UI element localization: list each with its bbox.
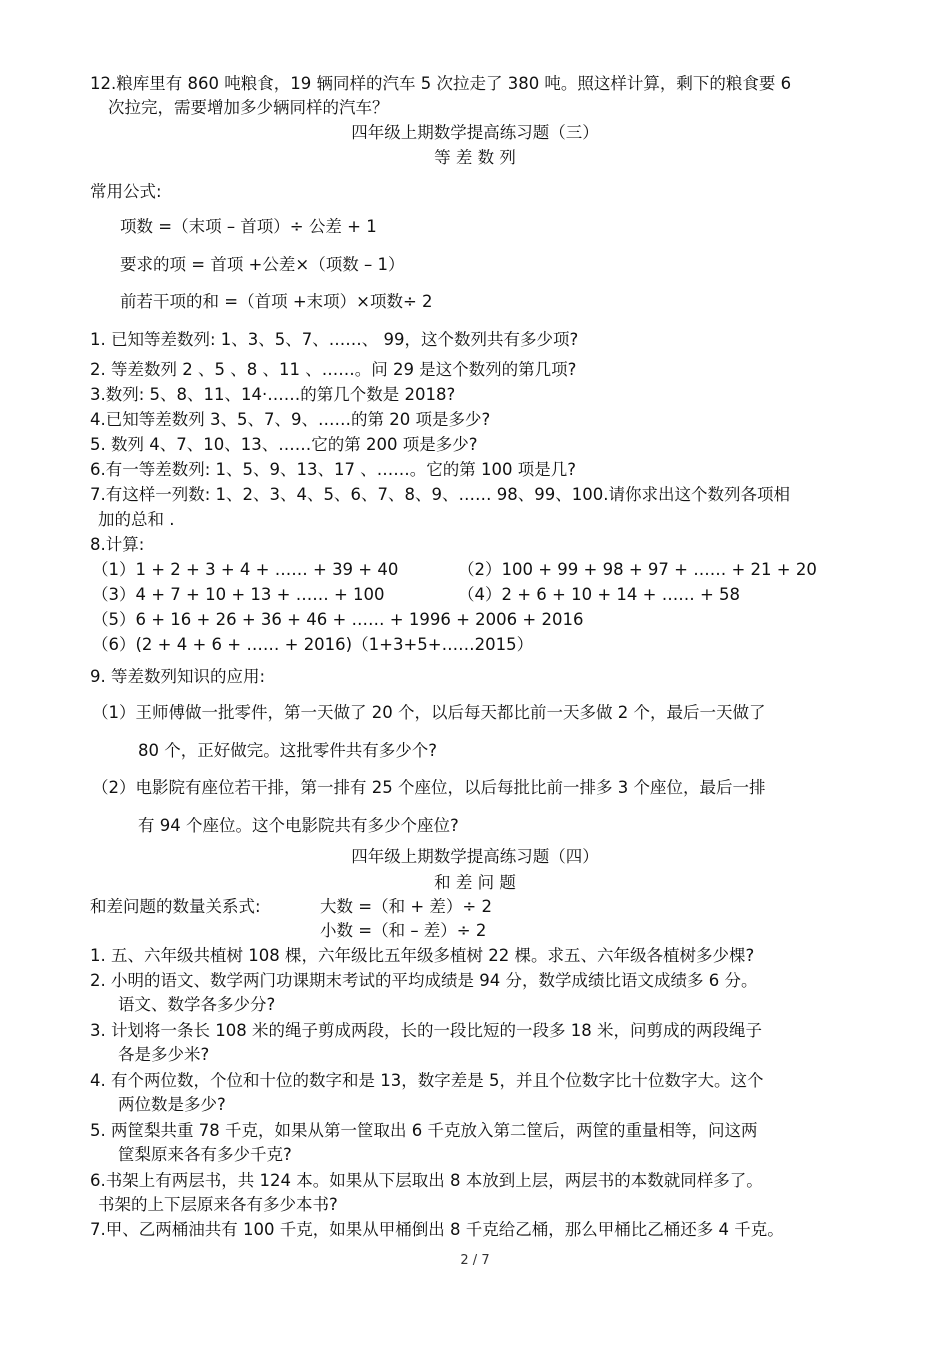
application-2-line2: 有 94 个座位。这个电影院共有多少个座位? xyxy=(138,816,459,835)
s4-question-3-line1: 3. 计划将一条长 108 米的绳子剪成两段，长的一段比短的一段多 18 米，问剪成的两段绳子 xyxy=(90,1021,762,1040)
application-1-line2: 80 个，正好做完。这批零件共有多少个? xyxy=(138,741,437,760)
s3-question-9-label: 9. 等差数列知识的应用: xyxy=(90,667,266,686)
calc-item-3: （3）4 + 7 + 10 + 13 + …… + 100 xyxy=(92,585,385,604)
s4-question-2-line1: 2. 小明的语文、数学两门功课期末考试的平均成绩是 94 分，数学成绩比语文成绩多 6 分。 xyxy=(90,971,758,990)
formula-1: 项数 =（末项 – 首项）÷ 公差 + 1 xyxy=(120,217,377,236)
formula-3: 前若干项的和 =（首项 +末项）×项数÷ 2 xyxy=(120,292,433,311)
calc-item-2: （2）100 + 99 + 98 + 97 + …… + 21 + 20 xyxy=(458,560,817,579)
calc-item-5: （5）6 + 16 + 26 + 36 + 46 + …… + 1996 + 2006 + 2016 xyxy=(92,610,584,629)
section4-title: 四年级上期数学提高练习题（四） xyxy=(351,847,599,866)
s4-question-6-line2: 书架的上下层原来各有多少本书? xyxy=(98,1195,338,1214)
section3-subtitle: 等 差 数 列 xyxy=(434,148,516,167)
relation-1: 大数 =（和 + 差）÷ 2 xyxy=(320,897,492,916)
s4-question-4-line2: 两位数是多少? xyxy=(118,1095,226,1114)
relation-2: 小数 =（和 – 差）÷ 2 xyxy=(320,921,487,940)
s4-question-4-line1: 4. 有个两位数，个位和十位的数字和是 13，数字差是 5，并且个位数字比十位数字大。这个 xyxy=(90,1071,764,1090)
formulas-label: 常用公式: xyxy=(90,182,162,201)
formula-2: 要求的项 = 首项 +公差×（项数 – 1） xyxy=(120,255,405,274)
calc-item-6: （6）(2 + 4 + 6 + …… + 2016)（1+3+5+……2015） xyxy=(92,635,534,654)
problem-12-line1: 12.粮库里有 860 吨粮食，19 辆同样的汽车 5 次拉走了 380 吨。照这样计算，剩下的粮食要 6 xyxy=(90,74,792,93)
s3-question-1: 1. 已知等差数列: 1、3、5、7、……、 99，这个数列共有多少项? xyxy=(90,330,579,349)
problem-12-line2: 次拉完，需要增加多少辆同样的汽车？ xyxy=(108,98,389,117)
s3-question-5: 5. 数列 4、7、10、13、……它的第 200 项是多少? xyxy=(90,435,478,454)
s3-question-6: 6.有一等差数列: 1、5、9、13、17 、……。它的第 100 项是几? xyxy=(90,460,577,479)
s3-question-3: 3.数列: 5、8、11、14·……的第几个数是 2018? xyxy=(90,385,456,404)
application-2-line1: （2）电影院有座位若干排，第一排有 25 个座位，以后每批比前一排多 3 个座位，最后一排 xyxy=(92,778,766,797)
s3-question-4: 4.已知等差数列 3、5、7、9、……的第 20 项是多少? xyxy=(90,410,491,429)
section3-title: 四年级上期数学提高练习题（三） xyxy=(351,123,599,142)
s4-question-5-line2: 筐梨原来各有多少千克? xyxy=(118,1145,292,1164)
s3-question-7-line1: 7.有这样一列数: 1、2、3、4、5、6、7、8、9、…… 98、99、100.请你求出这个数列各项相 xyxy=(90,485,791,504)
s3-question-8-label: 8.计算: xyxy=(90,535,145,554)
page-number: 2 / 7 xyxy=(460,1253,490,1268)
s4-question-6-line1: 6.书架上有两层书，共 124 本。如果从下层取出 8 本放到上层，两层书的本数就同样多了。 xyxy=(90,1171,763,1190)
relation-label: 和差问题的数量关系式: xyxy=(90,897,261,916)
calc-item-1: （1）1 + 2 + 3 + 4 + …… + 39 + 40 xyxy=(92,560,399,579)
application-1-line1: （1）王师傅做一批零件，第一天做了 20 个，以后每天都比前一天多做 2 个，最后一天做了 xyxy=(92,703,766,722)
s4-question-3-line2: 各是多少米? xyxy=(118,1045,210,1064)
section4-subtitle: 和 差 问 题 xyxy=(434,873,516,892)
s4-question-1: 1. 五、六年级共植树 108 棵，六年级比五年级多植树 22 棵。求五、六年级各植树多少棵? xyxy=(90,946,755,965)
s4-question-2-line2: 语文、数学各多少分? xyxy=(118,995,276,1014)
s4-question-7: 7.甲、乙两桶油共有 100 千克，如果从甲桶倒出 8 千克给乙桶，那么甲桶比乙桶还多 4 千克。 xyxy=(90,1220,784,1239)
s3-question-2: 2. 等差数列 2 、5 、8 、11 、……。问 29 是这个数列的第几项? xyxy=(90,360,577,379)
s3-question-7-line2: 加的总和 . xyxy=(98,510,175,529)
calc-item-4: （4）2 + 6 + 10 + 14 + …… + 58 xyxy=(458,585,741,604)
s4-question-5-line1: 5. 两筐梨共重 78 千克，如果从第一筐取出 6 千克放入第二筐后，两筐的重量相等，问这两 xyxy=(90,1121,758,1140)
